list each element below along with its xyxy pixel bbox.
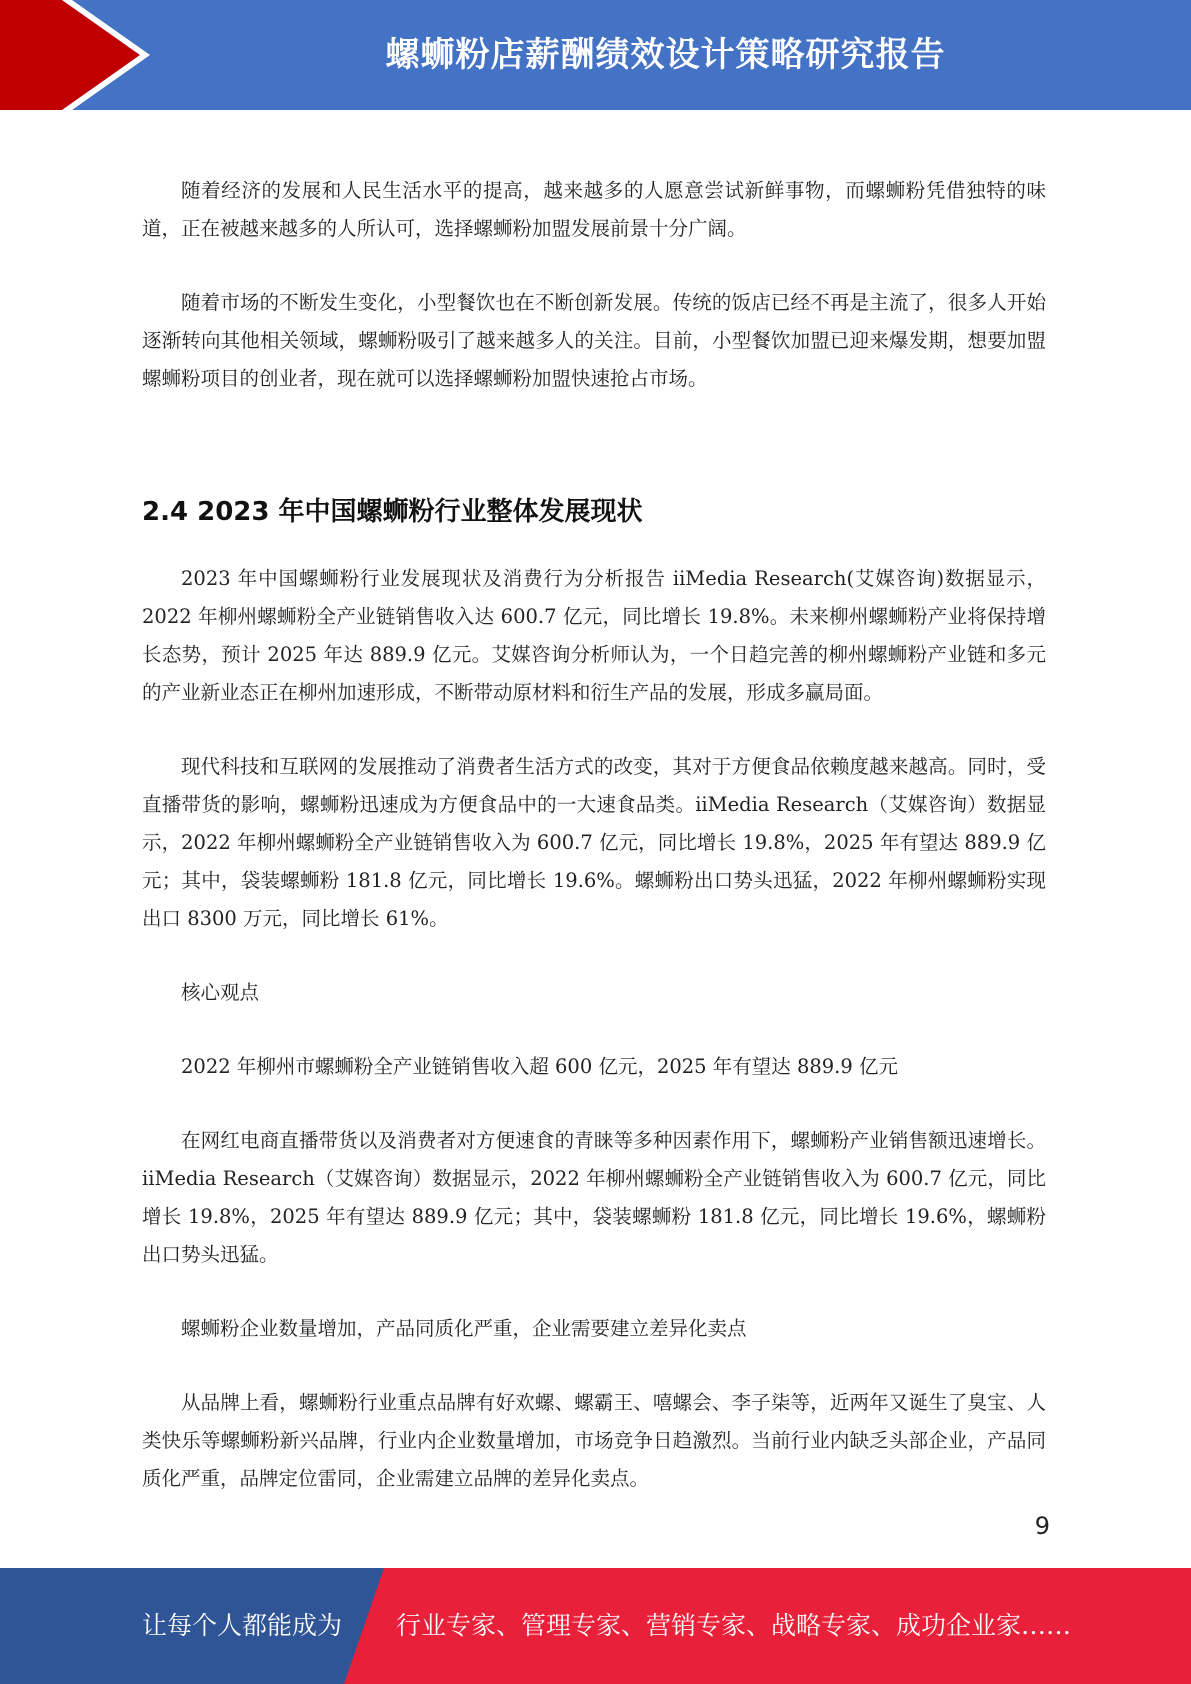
paragraph-2: 随着市场的不断发生变化，小型餐饮也在不断创新发展。传统的饭店已经不再是主流了，很多人开始逐渐转向其他相关领域，螺蛳粉吸引了越来越多人的关注。目前，小型餐饮加盟已迎来爆发期，想要加盟螺蛳粉项目的创业者，现在就可以选择螺蛳粉加盟快速抢占市场。 xyxy=(142,291,1046,390)
section-heading: 2.4 2023 年中国螺蛳粉行业整体发展现状 xyxy=(142,497,643,527)
page-footer xyxy=(0,1568,1191,1684)
document-body xyxy=(142,172,1046,1498)
paragraph-subheading: 螺蛳粉企业数量增加，产品同质化严重，企业需要建立差异化卖点 xyxy=(181,1317,747,1340)
page-number: 9 xyxy=(1034,1512,1050,1540)
footer-slogan-left: 让每个人都能成为 xyxy=(142,1611,343,1640)
page-header xyxy=(0,0,1191,110)
paragraph-core-point: 2022 年柳州市螺蛳粉全产业链销售收入超 600 亿元，2025 年有望达 889.9 亿元 xyxy=(181,1055,898,1078)
paragraph-3: 2023 年中国螺蛳粉行业发展现状及消费行为分析报告 iiMedia Research(艾媒咨询)数据显示，2022 年柳州螺蛳粉全产业链销售收入达 600.7 亿元，同比增长 19.8%。未来柳州螺蛳粉产业将保持增长态势，预计 2025 年达 889.9 亿元。艾媒咨询分析师认为，一个日趋完善的柳州螺蛳粉产业链和多元的产业新业态正在柳州加速形成，不断带动原材料和衍生产品的发展，形成多赢局面。 xyxy=(142,567,1046,704)
paragraph-1: 随着经济的发展和人民生活水平的提高，越来越多的人愿意尝试新鲜事物，而螺蛳粉凭借独特的味道，正在被越来越多的人所认可，选择螺蛳粉加盟发展前景十分广阔。 xyxy=(142,179,1046,240)
paragraph-core-view: 核心观点 xyxy=(181,981,260,1004)
paragraph-9: 从品牌上看，螺蛳粉行业重点品牌有好欢螺、螺霸王、嘻螺会、李子柒等，近两年又诞生了臭宝、人类快乐等螺蛳粉新兴品牌，行业内企业数量增加，市场竞争日趋激烈。当前行业内缺乏头部企业，产品同质化严重，品牌定位雷同，企业需建立品牌的差异化卖点。 xyxy=(142,1391,1046,1490)
report-title: 螺蛳粉店薪酬绩效设计策略研究报告 xyxy=(385,35,946,75)
footer-slogan-right: 行业专家、管理专家、营销专家、战略专家、成功企业家…… xyxy=(396,1611,1072,1640)
paragraph-7: 在网红电商直播带货以及消费者对方便速食的青睐等多种因素作用下，螺蛳粉产业销售额迅速增长。iiMedia Research（艾媒咨询）数据显示，2022 年柳州螺蛳粉全产业链销售收入为 600.7 亿元，同比增长 19.8%，2025 年有望达 889.9 亿元；其中，袋装螺蛳粉 181.8 亿元，同比增长 19.6%，螺蛳粉出口势头迅猛。 xyxy=(142,1129,1046,1266)
paragraph-4: 现代科技和互联网的发展推动了消费者生活方式的改变，其对于方便食品依赖度越来越高。同时，受直播带货的影响，螺蛳粉迅速成为方便食品中的一大速食品类。iiMedia Research（艾媒咨询）数据显示，2022 年柳州螺蛳粉全产业链销售收入为 600.7 亿元，同比增长 19.8%，2025 年有望达 889.9 亿元；其中，袋装螺蛳粉 181.8 亿元，同比增长 19.6%。螺蛳粉出口势头迅猛，2022 年柳州螺蛳粉实现出口 8300 万元，同比增长 61%。 xyxy=(142,755,1046,930)
